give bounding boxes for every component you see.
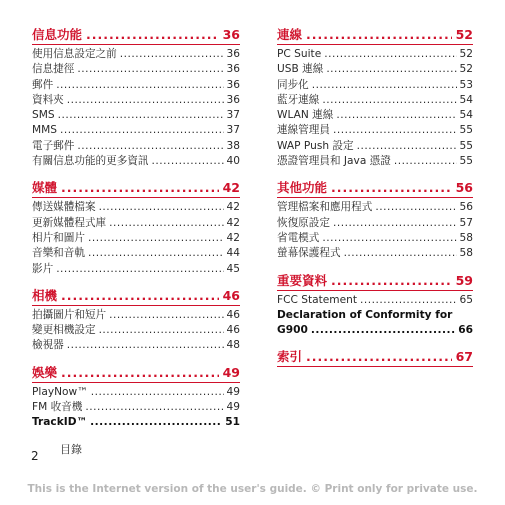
toc-entry[interactable] xyxy=(32,123,240,138)
toc-entry[interactable] xyxy=(32,47,240,62)
dot-leader xyxy=(88,246,224,261)
entry-title: Declaration of Conformity for xyxy=(277,308,453,321)
toc-entry[interactable] xyxy=(277,323,473,338)
toc-entry[interactable] xyxy=(32,216,240,231)
dot-leader xyxy=(120,47,224,62)
entry-title: PC Suite xyxy=(277,48,322,60)
toc-section xyxy=(32,364,240,431)
toc-section xyxy=(277,179,473,261)
dot-leader xyxy=(336,108,456,123)
dot-leader xyxy=(99,323,224,338)
section-page-number: 49 xyxy=(222,364,240,380)
toc-section-heading[interactable] xyxy=(277,272,473,289)
toc-section-heading[interactable] xyxy=(277,26,473,43)
dot-leader xyxy=(90,415,222,430)
footer-disclaimer: This is the Internet version of the user's guide. © Print only for private use. xyxy=(27,483,478,495)
section-title: 信息功能 xyxy=(32,27,83,42)
toc-right-column xyxy=(277,26,473,379)
toc-section xyxy=(277,348,473,369)
entry-title: WAP Push 設定 xyxy=(277,139,354,152)
entry-page-number: 37 xyxy=(226,124,240,137)
dot-leader xyxy=(324,47,456,62)
entry-title: 管理檔案和應用程式 xyxy=(277,201,373,214)
toc-entry-list xyxy=(32,197,240,276)
entry-title: 省電模式 xyxy=(277,231,320,244)
entry-title: TrackID™ xyxy=(32,416,88,429)
toc-entry[interactable] xyxy=(277,216,473,231)
entry-page-number: 38 xyxy=(226,139,240,152)
section-rule xyxy=(277,366,473,369)
dot-leader xyxy=(344,246,457,261)
entry-title: 變更相機設定 xyxy=(32,324,96,337)
section-title: 媒體 xyxy=(32,180,58,196)
entry-title: 更新媒體程式庫 xyxy=(32,216,107,229)
entry-page-number: 54 xyxy=(459,93,473,106)
entry-title: 恢復原設定 xyxy=(277,216,330,229)
entry-title: MMS xyxy=(32,124,58,137)
dot-leader xyxy=(152,154,224,169)
entry-title: 影片 xyxy=(32,262,54,275)
toc-section xyxy=(32,26,240,169)
entry-page-number: 42 xyxy=(226,201,240,214)
dot-leader xyxy=(61,287,219,304)
entry-page-number: 52 xyxy=(459,48,473,60)
dot-leader xyxy=(109,216,223,231)
entry-title: 連線管理員 xyxy=(277,124,330,137)
toc-entry[interactable] xyxy=(32,93,240,108)
toc-entry[interactable] xyxy=(32,231,240,246)
dot-leader xyxy=(77,139,223,154)
toc-section-heading[interactable] xyxy=(277,179,473,196)
toc-entry[interactable] xyxy=(277,246,473,261)
dot-leader xyxy=(306,348,452,365)
dot-leader xyxy=(61,364,219,381)
entry-page-number: 36 xyxy=(226,93,240,106)
dot-leader xyxy=(67,338,224,353)
page-number: 2 xyxy=(31,449,39,463)
toc-entry[interactable] xyxy=(32,308,240,323)
section-page-number: 42 xyxy=(222,180,240,196)
entry-page-number: 57 xyxy=(459,216,473,229)
dot-leader xyxy=(322,231,456,246)
toc-entry[interactable] xyxy=(32,323,240,338)
toc-section-heading[interactable] xyxy=(32,364,240,381)
dot-leader xyxy=(326,62,456,77)
dot-leader xyxy=(56,78,223,93)
section-page-number: 36 xyxy=(222,27,240,42)
entry-page-number: 42 xyxy=(226,231,240,244)
footer-section-label: 目錄 xyxy=(60,443,82,456)
entry-page-number: 58 xyxy=(459,231,473,244)
dot-leader xyxy=(331,272,452,289)
entry-title: 使用信息設定之前 xyxy=(32,48,117,60)
entry-title: 資料夾 xyxy=(32,93,64,106)
dot-leader xyxy=(109,308,223,323)
dot-leader xyxy=(88,231,224,246)
entry-page-number: 40 xyxy=(226,155,240,168)
section-page-number: 59 xyxy=(455,272,473,288)
toc-entry[interactable] xyxy=(277,78,473,93)
entry-page-number: 44 xyxy=(226,247,240,260)
entry-page-number: 66 xyxy=(458,324,473,337)
toc-entry[interactable] xyxy=(32,246,240,261)
toc-entry-list xyxy=(32,44,240,169)
entry-title: 拍攝圖片和短片 xyxy=(32,308,107,321)
entry-page-number: 56 xyxy=(459,201,473,214)
toc-entry[interactable] xyxy=(32,415,240,430)
entry-title: 檢視器 xyxy=(32,339,64,352)
section-title: 連線 xyxy=(277,27,303,42)
toc-section-heading[interactable] xyxy=(277,348,473,365)
toc-entry[interactable] xyxy=(277,108,473,123)
toc-entry-list xyxy=(277,44,473,169)
dot-leader xyxy=(86,26,219,43)
toc-section-heading[interactable] xyxy=(32,26,240,43)
toc-entry[interactable] xyxy=(32,200,240,215)
dot-leader xyxy=(333,123,457,138)
toc-entry-list xyxy=(32,305,240,354)
entry-page-number: 37 xyxy=(226,109,240,122)
entry-title: WLAN 連線 xyxy=(277,109,334,122)
entry-title: 同步化 xyxy=(277,78,309,91)
dot-leader xyxy=(56,262,223,277)
entry-title: 傳送媒體檔案 xyxy=(32,201,96,214)
toc-section-heading[interactable] xyxy=(32,179,240,196)
entry-title: 憑證管理員和 Java 憑證 xyxy=(277,155,391,168)
entry-title: 信息捷徑 xyxy=(32,63,75,76)
dot-leader xyxy=(306,26,452,43)
entry-title: 有關信息功能的更多資訊 xyxy=(32,155,149,168)
toc-entry[interactable] xyxy=(277,293,473,308)
toc-entry-list xyxy=(277,197,473,261)
entry-page-number: 53 xyxy=(459,78,473,91)
dot-leader xyxy=(312,78,457,93)
toc-entry[interactable] xyxy=(277,93,473,108)
toc-section-heading[interactable] xyxy=(32,287,240,304)
dot-leader xyxy=(99,200,224,215)
toc-entry[interactable] xyxy=(32,400,240,415)
entry-page-number: 65 xyxy=(459,293,473,306)
dot-leader xyxy=(311,323,455,338)
entry-page-number: 54 xyxy=(459,109,473,122)
toc-entry[interactable] xyxy=(277,308,473,323)
entry-page-number: 46 xyxy=(226,324,240,337)
entry-title: USB 連線 xyxy=(277,63,324,76)
entry-page-number: 45 xyxy=(226,262,240,275)
dot-leader xyxy=(77,62,223,77)
dot-leader xyxy=(58,108,224,123)
section-title: 娛樂 xyxy=(32,364,58,380)
section-title: 其他功能 xyxy=(277,180,328,196)
dot-leader xyxy=(67,93,224,108)
toc-entry-list xyxy=(277,290,473,339)
entry-title: 郵件 xyxy=(32,78,54,91)
entry-page-number: 46 xyxy=(226,308,240,321)
toc-entry[interactable] xyxy=(277,231,473,246)
toc-entry[interactable] xyxy=(32,385,240,400)
toc-entry[interactable] xyxy=(32,338,240,353)
toc-section xyxy=(277,26,473,169)
entry-title: 螢幕保護程式 xyxy=(277,247,341,260)
entry-page-number: 36 xyxy=(226,63,240,76)
toc-entry[interactable] xyxy=(32,108,240,123)
entry-title: G900 xyxy=(277,324,308,337)
entry-title: 電子郵件 xyxy=(32,139,75,152)
entry-title: FM 收音機 xyxy=(32,401,83,414)
entry-page-number: 58 xyxy=(459,247,473,260)
entry-title: PlayNow™ xyxy=(32,385,88,398)
entry-title: FCC Statement xyxy=(277,293,358,306)
toc-entry[interactable] xyxy=(32,62,240,77)
entry-page-number: 49 xyxy=(226,401,240,414)
toc-section xyxy=(32,179,240,276)
toc-entry[interactable] xyxy=(277,62,473,77)
dot-leader xyxy=(85,400,223,415)
section-page-number: 67 xyxy=(455,349,473,365)
dot-leader xyxy=(360,293,457,308)
entry-page-number: 55 xyxy=(459,155,473,168)
toc-entry[interactable] xyxy=(277,200,473,215)
dot-leader xyxy=(333,216,457,231)
section-title: 索引 xyxy=(277,349,303,365)
dot-leader xyxy=(394,154,457,169)
entry-page-number: 55 xyxy=(459,124,473,137)
toc-entry[interactable] xyxy=(277,47,473,62)
toc-entry[interactable] xyxy=(32,139,240,154)
entry-page-number: 36 xyxy=(226,78,240,91)
entry-title: SMS xyxy=(32,109,55,122)
section-page-number: 56 xyxy=(455,180,473,196)
entry-title: 藍牙連線 xyxy=(277,93,320,106)
entry-title: 相片和圖片 xyxy=(32,231,85,244)
dot-leader xyxy=(322,93,456,108)
entry-page-number: 42 xyxy=(226,216,240,229)
toc-left-column xyxy=(32,26,240,441)
entry-page-number: 52 xyxy=(459,63,473,76)
section-page-number: 46 xyxy=(222,287,240,303)
entry-page-number: 48 xyxy=(226,339,240,352)
section-title: 重要資料 xyxy=(277,272,328,288)
entry-page-number: 36 xyxy=(226,48,240,60)
entry-page-number: 49 xyxy=(226,385,240,398)
toc-entry[interactable] xyxy=(277,139,473,154)
dot-leader xyxy=(375,200,456,215)
dot-leader xyxy=(331,179,452,196)
section-title: 相機 xyxy=(32,287,58,303)
entry-page-number: 55 xyxy=(459,139,473,152)
toc-section xyxy=(32,287,240,354)
toc-entry-list xyxy=(32,382,240,431)
entry-title: 音樂和音軌 xyxy=(32,247,85,260)
dot-leader xyxy=(357,139,457,154)
toc-entry[interactable] xyxy=(277,123,473,138)
section-page-number: 52 xyxy=(455,27,473,42)
toc-entry[interactable] xyxy=(32,154,240,169)
dot-leader xyxy=(61,179,219,196)
toc-entry[interactable] xyxy=(32,262,240,277)
dot-leader xyxy=(60,123,224,138)
entry-page-number: 51 xyxy=(225,416,240,429)
dot-leader xyxy=(91,385,224,400)
toc-entry[interactable] xyxy=(32,78,240,93)
toc-section xyxy=(277,272,473,339)
toc-entry[interactable] xyxy=(277,154,473,169)
